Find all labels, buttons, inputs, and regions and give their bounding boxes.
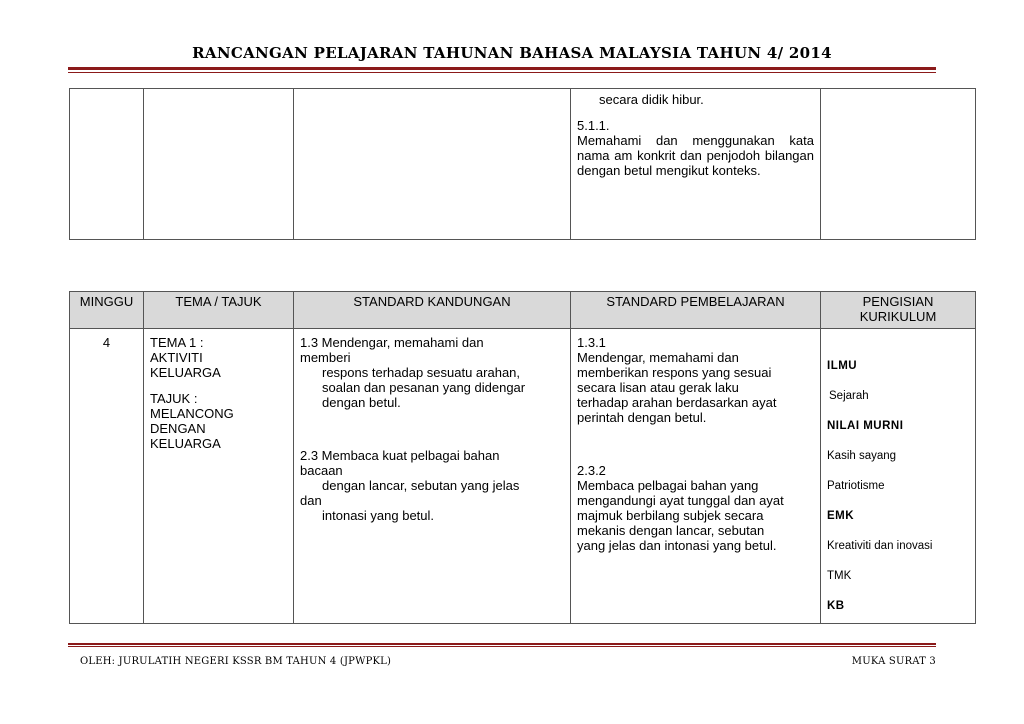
tajuk-text: MELANCONG xyxy=(150,406,234,421)
tema-text: KELUARGA xyxy=(150,365,221,380)
header-row xyxy=(70,292,976,329)
sp-text: majmuk berbilang subjek secara xyxy=(577,508,764,523)
sp-text: memberikan respons yang sesuai xyxy=(577,365,772,380)
cell-standard-pembelajaran xyxy=(571,89,821,240)
sp-code: 2.3.2 xyxy=(577,463,606,478)
sp-text: secara lisan atau gerak laku xyxy=(577,380,739,395)
sp-text: terhadap arahan berdasarkan ayat xyxy=(577,395,777,410)
continuation-table xyxy=(69,88,976,240)
lesson-plan-table xyxy=(69,291,976,624)
table-row xyxy=(70,329,976,624)
cell-pengisian-kurikulum xyxy=(821,329,976,624)
page-header-title: RANCANGAN PELAJARAN TAHUNAN BAHASA MALAYSIA TAHUN 4/ 2014 xyxy=(192,44,832,62)
sp-text: mekanis dengan lancar, sebutan xyxy=(577,523,765,538)
cell-pengisian-kurikulum xyxy=(821,89,976,240)
kurikulum-item: Kreativiti dan inovasi xyxy=(827,540,933,552)
cell-standard-kandungan xyxy=(294,329,571,624)
cell-tema xyxy=(144,89,294,240)
sk-text: dengan lancar, sebutan yang jelas xyxy=(322,478,520,493)
tajuk-text: KELUARGA xyxy=(150,436,221,451)
sp-text: Memahami dan menggunakan kata nama am konkrit dan penjodoh bilangan dengan betul mengikut konteks. xyxy=(577,133,814,178)
kurikulum-item: TMK xyxy=(827,570,852,582)
kurikulum-heading: EMK xyxy=(827,510,855,522)
sp-code: 1.3.1 xyxy=(577,335,606,350)
cell-standard-pembelajaran xyxy=(571,329,821,624)
cell-standard-kandungan xyxy=(294,89,571,240)
sp-text: yang jelas dan intonasi yang betul. xyxy=(577,538,777,553)
sp-code: 5.1.1. xyxy=(577,118,610,133)
kurikulum-item: Kasih sayang xyxy=(827,450,897,462)
tema-text: AKTIVITI xyxy=(150,350,203,365)
sk-text: memberi xyxy=(300,350,351,365)
footer-author: OLEH: JURULATIH NEGERI KSSR BM TAHUN 4 (JPWPKL) xyxy=(80,656,392,667)
footer-divider xyxy=(68,643,936,647)
sp-text: mengandungi ayat tunggal dan ayat xyxy=(577,493,784,508)
sk-text: 2.3 Membaca kuat pelbagai bahan xyxy=(300,448,500,463)
sk-text: 1.3 Mendengar, memahami dan xyxy=(300,335,484,350)
tema-label: TEMA 1 : xyxy=(150,335,204,350)
sk-text: dengan betul. xyxy=(322,395,401,410)
sk-text: bacaan xyxy=(300,463,343,478)
footer-page-number: MUKA SURAT 3 xyxy=(851,656,936,667)
sk-text: respons terhadap sesuatu arahan, xyxy=(322,365,521,380)
sp-text: perintah dengan betul. xyxy=(577,410,707,425)
header-standard-pembelajaran: STANDARD PEMBELAJARAN xyxy=(571,292,821,329)
header-minggu: MINGGU xyxy=(70,292,144,329)
cell-minggu xyxy=(70,329,144,624)
tajuk-label: TAJUK : xyxy=(150,391,198,406)
table-row xyxy=(70,89,976,240)
continuation-line: secara didik hibur. xyxy=(599,92,704,107)
sp-text: Membaca pelbagai bahan yang xyxy=(577,478,759,493)
kurikulum-heading: KB xyxy=(827,600,845,612)
header-standard-kandungan: STANDARD KANDUNGAN xyxy=(294,292,571,329)
kurikulum-heading: ILMU xyxy=(827,360,858,372)
header-tema: TEMA / TAJUK xyxy=(144,292,294,329)
header-divider xyxy=(68,67,936,73)
kurikulum-heading: NILAI MURNI xyxy=(827,420,904,432)
sk-text: dan xyxy=(300,493,322,508)
cell-tema xyxy=(144,329,294,624)
tajuk-text: DENGAN xyxy=(150,421,206,436)
cell-minggu xyxy=(70,89,144,240)
sk-text: soalan dan pesanan yang didengar xyxy=(322,380,526,395)
week-number: 4 xyxy=(102,335,111,350)
kurikulum-item: Sejarah xyxy=(829,390,869,402)
kurikulum-item: Patriotisme xyxy=(827,480,885,492)
sk-text: intonasi yang betul. xyxy=(322,508,435,523)
sp-text: Mendengar, memahami dan xyxy=(577,350,739,365)
header-pengisian-kurikulum: PENGISIAN KURIKULUM xyxy=(821,292,976,329)
